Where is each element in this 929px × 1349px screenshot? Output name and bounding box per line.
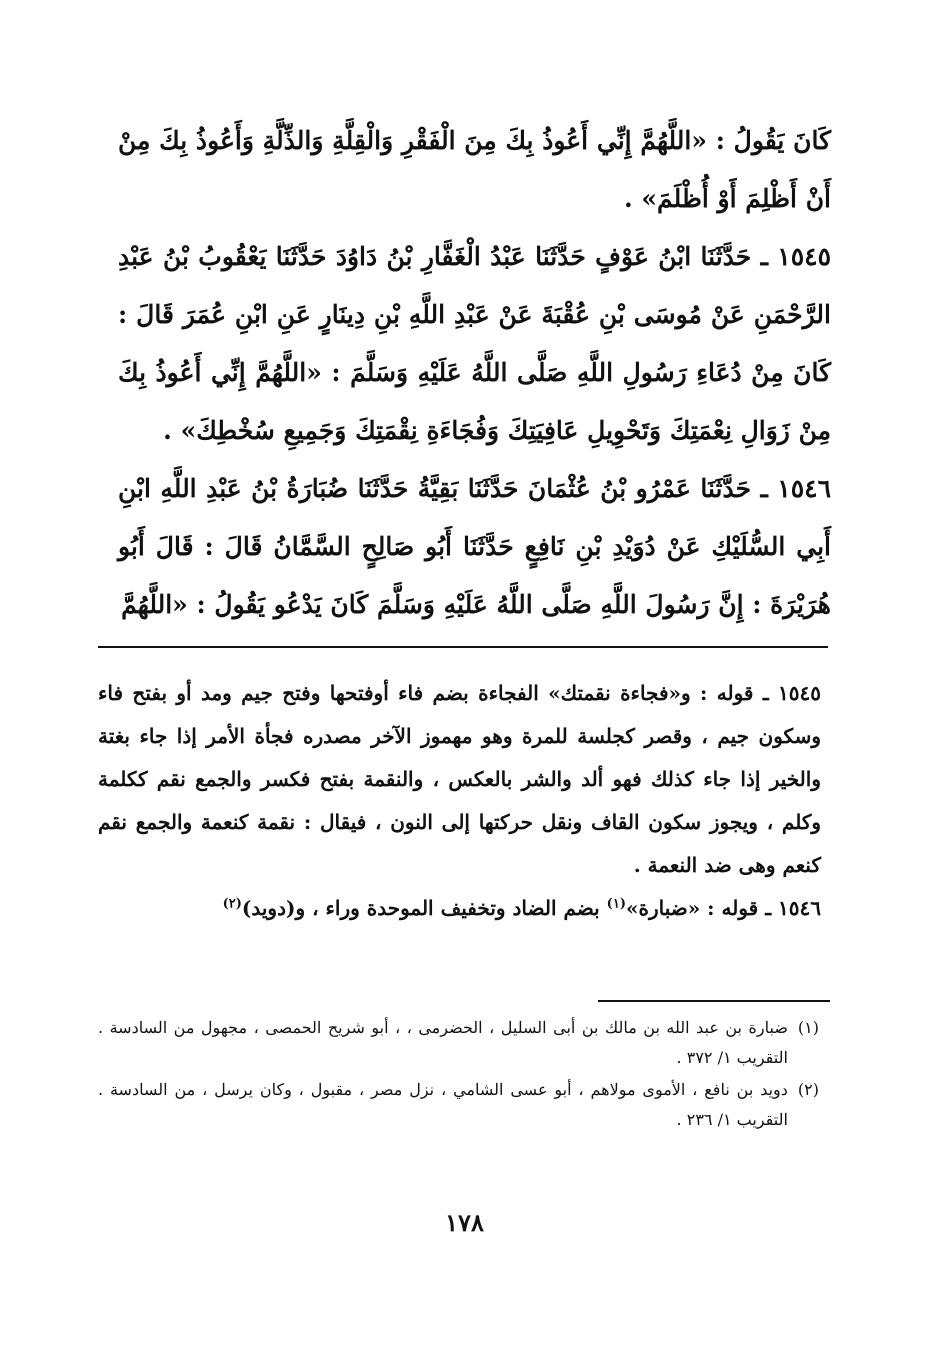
hadith-1545: ١٥٤٥ ـ حَدَّثَنَا ابْنُ عَوْفٍ حَدَّثَنَا عَبْدُ الْغَفَّارِ بْنُ دَاوُدَ حَدَّثَنَا يَعْقُوبُ بْنُ عَبْدِ الرَّحْمَنِ عَنْ مُوسَى بْنِ عُقْبَةَ عَنْ عَبْدِ اللَّهِ بْنِ دِينَارٍ عَنِ ابْنِ عُمَرَ قَالَ : كَانَ مِنْ دُعَاءِ رَسُولِ اللَّهِ صَلَّى اللَّهُ عَلَيْهِ وَسَلَّمَ : «اللَّهُمَّ إِنِّي أَعُوذُ بِكَ مِنْ زَوَالِ نِعْمَتِكَ وَتَحْوِيلِ عَافِيَتِكَ وَفُجَاءَةِ نِقْمَتِكَ وَجَمِيعِ سُخْطِكَ» . [118, 242, 831, 445]
hadith-text-block [118, 112, 831, 634]
hadith-1546: ١٥٤٦ ـ حَدَّثَنَا عَمْرُو بْنُ عُثْمَانَ حَدَّثَنَا بَقِيَّةُ حَدَّثَنَا ضُبَارَةُ بْنُ عَبْدِ اللَّهِ ابْنِ أَبِي السُّلَيْكِ عَنْ دُوَيْدِ بْنِ نَافِعٍ حَدَّثَنَا أَبُو صَالِحٍ السَّمَّانُ قَالَ : قَالَ أَبُو هُرَيْرَةَ : إِنَّ رَسُولَ اللَّهِ صَلَّى اللَّهُ عَلَيْهِ وَسَلَّمَ كَانَ يَدْعُو يَقُولُ : «اللَّهُمَّ [118, 474, 831, 619]
footnote-text: دويد بن نافع ، الأموى مولاهم ، أبو عسى الشامي ، نزل مصر ، مقبول ، وكان يرسل ، من السادسة . التقريب ١/ ٢٣٦ . [98, 1080, 788, 1129]
footnote-number: (٢) [797, 1080, 819, 1099]
commentary-block [98, 672, 821, 930]
page-number: ١٧٨ [445, 1208, 484, 1237]
commentary-1545: ١٥٤٥ ـ قوله : و«فجاءة نقمتك» الفجاءة بضم فاء أوفتحها وفتح جيم ومد أو بفتح فاء وسكون جيم ، وقصر كجلسة للمرة وهو مهموز الآخر مصدره فجأة الأمر إذا جاء بغتة والخير إذا جاء كذلك فهو ألد والشر بالعكس ، والنقمة بفتح فكسر والجمع نقم ككلمة وكلم ، ويجوز سكون القاف ونقل حركتها إلى النون ، فيقال : نقمة كنعمة والجمع نقم كنعم وهى ضد النعمة . [98, 681, 821, 877]
commentary-1546-rest: بضم الضاد وتخفيف الموحدة وراء ، و(دويد) [241, 896, 607, 920]
footnotes-block [98, 1013, 819, 1137]
main-divider-line [98, 646, 828, 648]
footnote-ref-1: (١) [606, 896, 626, 912]
commentary-1546 [98, 887, 821, 930]
footnote-text: ضبارة بن عبد الله بن مالك بن أبى السليل ، الحضرمى ، ، أبو شريح الحمصى ، مجهول من السادسة . التقريب ١/ ٣٧٢ . [98, 1018, 788, 1067]
footnote-item [98, 1075, 819, 1135]
footnote-divider-line [598, 1000, 830, 1002]
footnote-ref-2: (٢) [222, 896, 242, 912]
footnote-number: (١) [797, 1018, 819, 1037]
commentary-1546-start: ١٥٤٦ ـ قوله : «ضبارة» [625, 896, 821, 920]
hadith-continuation: كَانَ يَقُولُ : «اللَّهُمَّ إِنِّي أَعُوذُ بِكَ مِنَ الْفَقْرِ وَالْقِلَّةِ وَالذِّلَّةِ وَأَعُوذُ بِكَ مِنْ أَنْ أَظْلِمَ أَوْ أُظْلَمَ» . [118, 126, 831, 213]
footnote-item [98, 1013, 819, 1073]
